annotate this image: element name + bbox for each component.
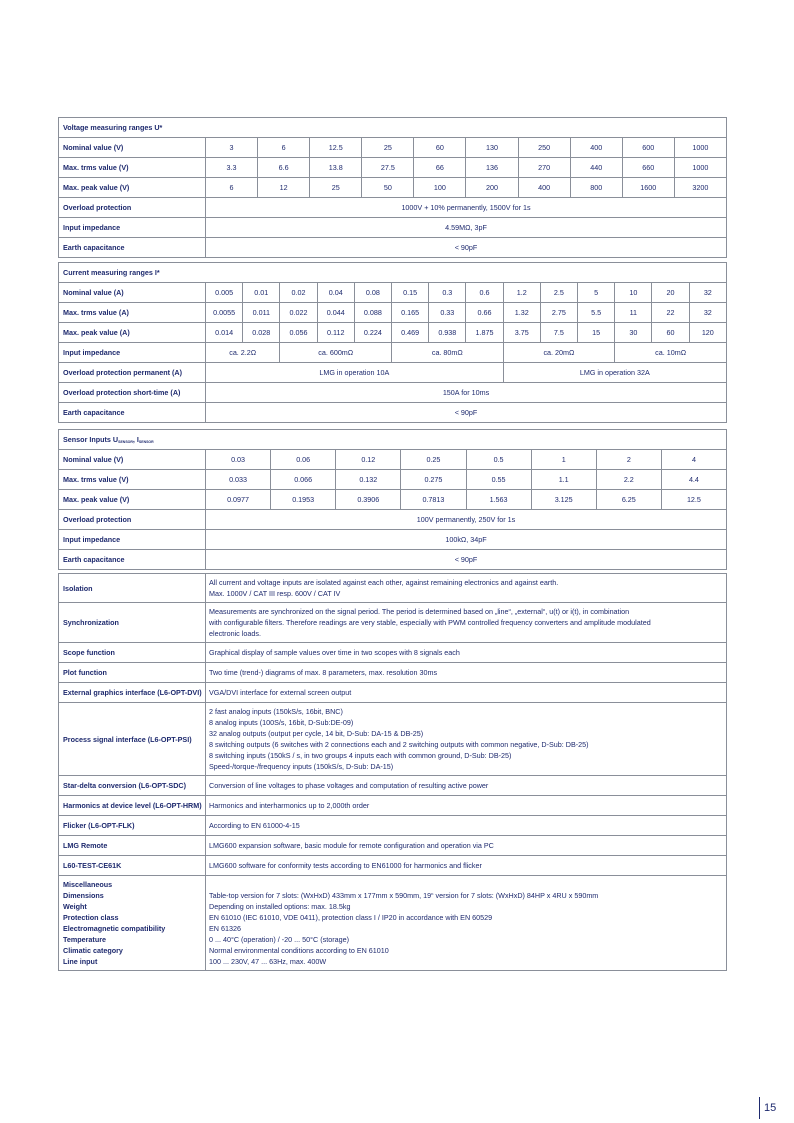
text-line: 8 switching inputs (150kS / s, in two groups 4 inputs each with common ground, D-Sub: DB-25) xyxy=(209,751,512,760)
cell xyxy=(206,603,727,643)
cell: 0.03 xyxy=(206,450,271,470)
cell xyxy=(206,574,727,603)
cell: 440 xyxy=(570,158,622,178)
table-row xyxy=(59,510,727,530)
table-row xyxy=(59,643,727,663)
cell: 1.32 xyxy=(503,303,540,323)
misc-value: Depending on installed options: max. 18.5kg xyxy=(209,902,351,911)
cell: LMG in operation 32A xyxy=(503,363,726,383)
cell: 0.3 xyxy=(429,283,466,303)
cell: 7.5 xyxy=(540,323,577,343)
cell: < 90pF xyxy=(206,403,727,423)
table-row xyxy=(59,530,727,550)
row-label: Max. trms value (V) xyxy=(59,470,206,490)
cell: 4 xyxy=(661,450,726,470)
cell: 1600 xyxy=(622,178,674,198)
cell: 400 xyxy=(518,178,570,198)
text-line: Max. 1000V / CAT III resp. 600V / CAT IV xyxy=(209,589,341,598)
cell: 0.033 xyxy=(206,470,271,490)
cell: 10 xyxy=(615,283,652,303)
voltage-section-title: Voltage measuring ranges U* xyxy=(59,118,727,138)
cell: 600 xyxy=(622,138,674,158)
row-label: Overload protection xyxy=(59,198,206,218)
cell: 0.0055 xyxy=(206,303,243,323)
cell: 3200 xyxy=(674,178,726,198)
cell: 136 xyxy=(466,158,518,178)
cell: 0.112 xyxy=(317,323,354,343)
table-row xyxy=(59,403,727,423)
cell: 60 xyxy=(414,138,466,158)
cell: < 90pF xyxy=(206,550,727,570)
misc-value: Normal environmental conditions according to EN 61010 xyxy=(209,946,389,955)
cell: 0.12 xyxy=(336,450,401,470)
cell: 0.011 xyxy=(243,303,280,323)
cell: 4.59MΩ, 3pF xyxy=(206,218,727,238)
cell: ca. 600mΩ xyxy=(280,343,392,363)
row-label: Input impedance xyxy=(59,343,206,363)
row-label: Scope function xyxy=(59,643,206,663)
cell: 0.224 xyxy=(354,323,391,343)
text-line: All current and voltage inputs are isolated against each other, against remaining electronics and against earth. xyxy=(209,578,559,587)
cell: VGA/DVI interface for external screen output xyxy=(206,683,727,703)
text-line: 32 analog outputs (output per cycle, 14 bit, D-Sub: DA-15 & DB-25) xyxy=(209,729,424,738)
cell: 0.014 xyxy=(206,323,243,343)
cell: 0.5 xyxy=(466,450,531,470)
cell: 12.5 xyxy=(310,138,362,158)
table-row xyxy=(59,303,727,323)
row-label: Earth capacitance xyxy=(59,550,206,570)
cell: LMG600 software for conformity tests according to EN61000 for harmonics and flicker xyxy=(206,856,727,876)
table-row xyxy=(59,323,727,343)
cell: 130 xyxy=(466,138,518,158)
table-row xyxy=(59,574,727,603)
cell: < 90pF xyxy=(206,238,727,258)
cell: 6 xyxy=(258,138,310,158)
misc-label: Protection class xyxy=(63,913,119,922)
cell: 120 xyxy=(689,323,726,343)
table-row xyxy=(59,816,727,836)
row-label: Star-delta conversion (L6-OPT-SDC) xyxy=(59,776,206,796)
row-label: Overload protection permanent (A) xyxy=(59,363,206,383)
cell: 0.15 xyxy=(392,283,429,303)
cell: 800 xyxy=(570,178,622,198)
cell: 1.1 xyxy=(531,470,596,490)
table-row xyxy=(59,283,727,303)
misc-label: Weight xyxy=(63,902,87,911)
cell: 5.5 xyxy=(578,303,615,323)
cell: 27.5 xyxy=(362,158,414,178)
cell: 12.5 xyxy=(661,490,726,510)
row-label: Input impedance xyxy=(59,218,206,238)
misc-label: Climatic category xyxy=(63,946,123,955)
table-row xyxy=(59,238,727,258)
table-row xyxy=(59,138,727,158)
table-row xyxy=(59,796,727,816)
cell: 0.25 xyxy=(401,450,466,470)
cell: 6.25 xyxy=(596,490,661,510)
cell: 15 xyxy=(578,323,615,343)
table-row xyxy=(59,343,727,363)
cell: Harmonics and interharmonics up to 2,000th order xyxy=(206,796,727,816)
cell: Conversion of line voltages to phase voltages and computation of resulting active power xyxy=(206,776,727,796)
table-row xyxy=(59,218,727,238)
cell: 100 xyxy=(414,178,466,198)
cell: 1000 xyxy=(674,138,726,158)
current-ranges-table xyxy=(58,262,727,423)
row-label: Overload protection short-time (A) xyxy=(59,383,206,403)
cell: 0.275 xyxy=(401,470,466,490)
text-line: electronic loads. xyxy=(209,629,261,638)
cell: 4.4 xyxy=(661,470,726,490)
sensor-title-mid: , I xyxy=(132,435,139,444)
row-label: Nominal value (V) xyxy=(59,138,206,158)
text-line: Measurements are synchronized on the signal period. The period is determined based on „line“, „external“, u(t) or i(t), in combination xyxy=(209,607,630,616)
cell: 0.02 xyxy=(280,283,317,303)
cell: 0.66 xyxy=(466,303,503,323)
table-row xyxy=(59,470,727,490)
misc-value: EN 61010 (IEC 61010, VDE 0411), protection class I / IP20 in accordance with EN 60529 xyxy=(209,913,493,922)
cell: 1000V + 10% permanently, 1500V for 1s xyxy=(206,198,727,218)
text-line: Speed-/torque-/frequency inputs (150kS/s, D-Sub: DA-15) xyxy=(209,762,394,771)
row-label: Overload protection xyxy=(59,510,206,530)
cell: 30 xyxy=(615,323,652,343)
cell: 2.5 xyxy=(540,283,577,303)
cell: 0.066 xyxy=(271,470,336,490)
row-label: Synchronization xyxy=(59,603,206,643)
cell: Graphical display of sample values over time in two scopes with 8 signals each xyxy=(206,643,727,663)
cell: 0.044 xyxy=(317,303,354,323)
cell: 5 xyxy=(578,283,615,303)
table-row xyxy=(59,703,727,776)
misc-value: Table-top version for 7 slots: (WxHxD) 433mm x 177mm x 590mm, 19“ version for 7 slots: (WxHxD) 84HP x 4RU x 590mm xyxy=(209,891,599,900)
cell: 1.2 xyxy=(503,283,540,303)
cell: 0.088 xyxy=(354,303,391,323)
cell: 250 xyxy=(518,138,570,158)
cell: 0.056 xyxy=(280,323,317,343)
row-label: Flicker (L6-OPT-FLK) xyxy=(59,816,206,836)
cell: 0.04 xyxy=(317,283,354,303)
table-row xyxy=(59,683,727,703)
cell: 22 xyxy=(652,303,689,323)
table-row xyxy=(59,776,727,796)
page-number: 15 xyxy=(759,1097,776,1119)
cell: 13.8 xyxy=(310,158,362,178)
cell: 20 xyxy=(652,283,689,303)
cell: 25 xyxy=(362,138,414,158)
cell: ca. 10mΩ xyxy=(615,343,727,363)
cell: 11 xyxy=(615,303,652,323)
table-row xyxy=(59,663,727,683)
row-label: Max. trms value (A) xyxy=(59,303,206,323)
cell: 2.75 xyxy=(540,303,577,323)
cell: 0.3906 xyxy=(336,490,401,510)
row-label: Max. peak value (V) xyxy=(59,490,206,510)
table-row xyxy=(59,383,727,403)
cell: According to EN 61000-4-15 xyxy=(206,816,727,836)
cell: 3.75 xyxy=(503,323,540,343)
cell: 0.0977 xyxy=(206,490,271,510)
table-row xyxy=(59,550,727,570)
table-row xyxy=(59,198,727,218)
table-row xyxy=(59,178,727,198)
table-row xyxy=(59,450,727,470)
misc-value: EN 61326 xyxy=(209,924,241,933)
cell: ca. 20mΩ xyxy=(503,343,615,363)
cell: ca. 2.2Ω xyxy=(206,343,280,363)
cell: 0.6 xyxy=(466,283,503,303)
sensor-title-sub: SENSOR xyxy=(138,440,154,444)
cell: 1000 xyxy=(674,158,726,178)
table-row xyxy=(59,363,727,383)
cell: 0.938 xyxy=(429,323,466,343)
misc-label: Electromagnetic compatibility xyxy=(63,924,166,933)
misc-value: 0 ... 40°C (operation) / -20 ... 50°C (storage) xyxy=(209,935,349,944)
cell: 0.132 xyxy=(336,470,401,490)
cell: 12 xyxy=(258,178,310,198)
row-label: Max. peak value (V) xyxy=(59,178,206,198)
row-label: Max. peak value (A) xyxy=(59,323,206,343)
cell xyxy=(206,703,727,776)
cell: 1 xyxy=(531,450,596,470)
cell: 100V permanently, 250V for 1s xyxy=(206,510,727,530)
cell: 0.08 xyxy=(354,283,391,303)
cell: 60 xyxy=(652,323,689,343)
cell: 660 xyxy=(622,158,674,178)
row-label: Plot function xyxy=(59,663,206,683)
features-table xyxy=(58,573,727,971)
cell: 32 xyxy=(689,283,726,303)
voltage-ranges-table xyxy=(58,117,727,258)
text-line: 8 analog inputs (100S/s, 16bit, D-Sub:DE-09) xyxy=(209,718,354,727)
cell: 100kΩ, 34pF xyxy=(206,530,727,550)
cell: 32 xyxy=(689,303,726,323)
cell: 0.55 xyxy=(466,470,531,490)
sensor-inputs-table xyxy=(58,429,727,570)
cell: 0.33 xyxy=(429,303,466,323)
row-label: Nominal value (V) xyxy=(59,450,206,470)
cell: 2 xyxy=(596,450,661,470)
cell: 0.7813 xyxy=(401,490,466,510)
row-label: L60-TEST-CE61K xyxy=(59,856,206,876)
cell: 6.6 xyxy=(258,158,310,178)
cell: 0.022 xyxy=(280,303,317,323)
row-label: Earth capacitance xyxy=(59,403,206,423)
cell: 0.005 xyxy=(206,283,243,303)
sensor-section-title xyxy=(59,430,727,450)
misc-values-cell xyxy=(206,876,727,971)
cell: 50 xyxy=(362,178,414,198)
cell: LMG in operation 10A xyxy=(206,363,504,383)
cell: 0.1953 xyxy=(271,490,336,510)
misc-label: Temperature xyxy=(63,935,107,944)
table-row xyxy=(59,158,727,178)
text-line: 8 switching outputs (6 switches with 2 connections each and 2 switching outputs with common negative, D-Sub: DB-25) xyxy=(209,740,589,749)
text-line: 2 fast analog inputs (150kS/s, 16bit, BNC) xyxy=(209,707,343,716)
cell: 200 xyxy=(466,178,518,198)
misc-value xyxy=(209,879,723,890)
cell: 1.563 xyxy=(466,490,531,510)
cell: 0.469 xyxy=(392,323,429,343)
table-row xyxy=(59,836,727,856)
table-row xyxy=(59,876,727,971)
cell: 2.2 xyxy=(596,470,661,490)
row-label: Input impedance xyxy=(59,530,206,550)
cell: 400 xyxy=(570,138,622,158)
row-label: Isolation xyxy=(59,574,206,603)
cell: 3.125 xyxy=(531,490,596,510)
cell: LMG600 expansion software, basic module for remote configuration and operation via PC xyxy=(206,836,727,856)
misc-value: 100 ... 230V, 47 ... 63Hz, max. 400W xyxy=(209,957,327,966)
current-section-title: Current measuring ranges I* xyxy=(59,263,727,283)
table-row xyxy=(59,490,727,510)
sensor-title-prefix: Sensor Inputs U xyxy=(63,435,119,444)
row-label: Harmonics at device level (L6-OPT-HRM) xyxy=(59,796,206,816)
cell: 3 xyxy=(206,138,258,158)
misc-label: Line input xyxy=(63,957,98,966)
row-label: Process signal interface (L6-OPT-PSI) xyxy=(59,703,206,776)
cell: 0.06 xyxy=(271,450,336,470)
cell: 25 xyxy=(310,178,362,198)
row-label: Earth capacitance xyxy=(59,238,206,258)
text-line: with configurable filters. Therefore readings are very stable, especially with PWM controlled frequency converters and amplitude modulated xyxy=(209,618,651,627)
row-label: External graphics interface (L6-OPT-DVI) xyxy=(59,683,206,703)
table-row xyxy=(59,603,727,643)
misc-labels-cell xyxy=(59,876,206,971)
row-label: Max. trms value (V) xyxy=(59,158,206,178)
sensor-title-sub: SENSOR xyxy=(118,440,133,444)
table-row xyxy=(59,856,727,876)
cell: 0.01 xyxy=(243,283,280,303)
cell: 0.028 xyxy=(243,323,280,343)
row-label: Nominal value (A) xyxy=(59,283,206,303)
cell: 66 xyxy=(414,158,466,178)
cell: 0.165 xyxy=(392,303,429,323)
cell: ca. 80mΩ xyxy=(392,343,504,363)
cell: 150A for 10ms xyxy=(206,383,727,403)
cell: 270 xyxy=(518,158,570,178)
row-label: LMG Remote xyxy=(59,836,206,856)
misc-heading: Miscellaneous xyxy=(63,880,113,889)
misc-label: Dimensions xyxy=(63,891,104,900)
cell: Two time (trend-) diagrams of max. 8 parameters, max. resolution 30ms xyxy=(206,663,727,683)
cell: 6 xyxy=(206,178,258,198)
cell: 1.875 xyxy=(466,323,503,343)
cell: 3.3 xyxy=(206,158,258,178)
